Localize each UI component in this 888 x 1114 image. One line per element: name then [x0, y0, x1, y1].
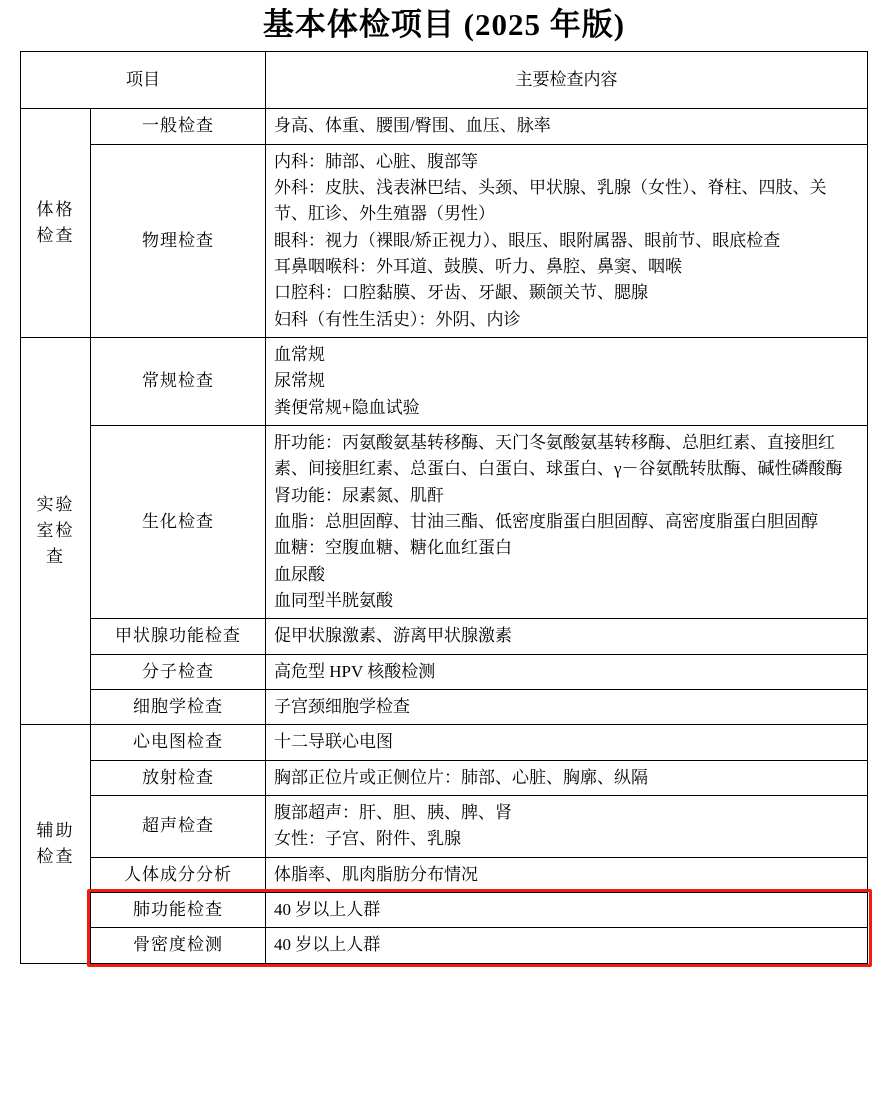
header-detail: 主要检查内容	[266, 52, 868, 109]
detail-line: 女性：子宫、附件、乳腺	[274, 829, 461, 849]
item-cytology-exam: 细胞学检查	[91, 690, 266, 725]
detail-molecular-exam	[266, 654, 868, 689]
detail-ultrasound-exam	[266, 796, 868, 858]
group-label-text: 体格检查	[36, 199, 75, 246]
detail-line: 40 岁以上人群	[274, 935, 381, 955]
table-row	[21, 425, 868, 618]
detail-line: 血糖：空腹血糖、糖化血红蛋白	[274, 538, 512, 558]
item-body-composition-analysis: 人体成分分析	[91, 857, 266, 892]
table-row	[21, 619, 868, 654]
detail-lung-function-exam	[266, 893, 868, 928]
detail-line: 血尿酸	[274, 564, 325, 584]
detail-line: 腹部超声：肝、胆、胰、脾、肾	[274, 803, 512, 823]
detail-line: 外科：皮肤、浅表淋巴结、头颈、甲状腺、乳腺（女性）、脊柱、四肢、关节、肛诊、外生殖器（男性）	[274, 177, 827, 224]
header-item: 项目	[21, 52, 266, 109]
item-radiology-exam: 放射检查	[91, 760, 266, 795]
detail-body-composition-analysis	[266, 857, 868, 892]
table-row	[21, 144, 868, 337]
page-title-suffix: (2025 年版)	[463, 7, 626, 42]
detail-ecg-exam	[266, 725, 868, 760]
table-row	[21, 654, 868, 689]
detail-biochemistry-exam	[266, 425, 868, 618]
detail-line: 妇科（有性生活史）：外阴、内诊	[274, 309, 521, 329]
item-lung-function-exam: 肺功能检查	[91, 893, 266, 928]
group-label-laboratory	[21, 337, 91, 724]
table-row	[21, 725, 868, 760]
detail-line: 血脂：总胆固醇、甘油三酯、低密度脂蛋白胆固醇、高密度脂蛋白胆固醇	[274, 512, 818, 531]
page-title-main: 基本体检项目	[262, 7, 455, 42]
table-row	[21, 109, 868, 144]
item-thyroid-function-exam: 甲状腺功能检查	[91, 619, 266, 654]
detail-line: 高危型 HPV 核酸检测	[274, 661, 436, 681]
detail-thyroid-function-exam	[266, 619, 868, 654]
detail-line: 内科：肺部、心脏、腹部等	[274, 151, 478, 171]
detail-line: 胸部正位片或正侧位片：肺部、心脏、胸廓、纵隔	[274, 767, 648, 787]
page-title	[0, 0, 888, 51]
detail-line: 血常规	[274, 344, 325, 364]
detail-line: 耳鼻咽喉科：外耳道、鼓膜、听力、鼻腔、鼻窦、咽喉	[274, 256, 682, 276]
item-general-exam: 一般检查	[91, 109, 266, 144]
table-row	[21, 760, 868, 795]
detail-line: 粪便常规+隐血试验	[274, 397, 420, 417]
detail-bone-density-exam	[266, 928, 868, 963]
detail-cytology-exam	[266, 690, 868, 725]
table-row	[21, 337, 868, 425]
detail-line: 口腔科：口腔黏膜、牙齿、牙龈、颞颌关节、腮腺	[274, 283, 648, 303]
detail-line: 肝功能：丙氨酸氨基转移酶、天门冬氨酸氨基转移酶、总胆红素、直接胆红素、间接胆红素、总蛋白、白蛋白、球蛋白、γ－谷氨酰转肽酶、碱性磷酸酶	[274, 432, 843, 479]
item-bone-density-exam: 骨密度检测	[91, 928, 266, 963]
table-row	[21, 857, 868, 892]
table-row-highlighted	[21, 893, 868, 928]
item-molecular-exam: 分子检查	[91, 654, 266, 689]
detail-line: 子宫颈细胞学检查	[274, 697, 410, 717]
detail-general-exam	[266, 109, 868, 144]
detail-line: 身高、体重、腰围/臀围、血压、脉率	[274, 116, 551, 136]
item-ultrasound-exam: 超声检查	[91, 796, 266, 858]
detail-line: 体脂率、肌肉脂肪分布情况	[274, 864, 478, 884]
detail-line: 眼科：视力（裸眼/矫正视力）、眼压、眼附属器、眼前节、眼底检查	[274, 230, 781, 250]
detail-line: 十二导联心电图	[274, 732, 393, 752]
group-label-auxiliary	[21, 725, 91, 963]
item-biochemistry-exam: 生化检查	[91, 425, 266, 618]
detail-line: 肾功能：尿素氮、肌酐	[274, 485, 444, 505]
table-row	[21, 690, 868, 725]
exam-table	[20, 51, 868, 964]
detail-physical-exam	[266, 144, 868, 337]
item-routine-exam: 常规检查	[91, 337, 266, 425]
group-label-physique	[21, 109, 91, 338]
detail-line: 血同型半胱氨酸	[274, 591, 393, 611]
group-label-text: 辅助检查	[36, 820, 75, 867]
detail-radiology-exam	[266, 760, 868, 795]
detail-line: 尿常规	[274, 371, 325, 391]
detail-line: 40 岁以上人群	[274, 900, 381, 920]
item-ecg-exam: 心电图检查	[91, 725, 266, 760]
group-label-text: 实验室检查	[36, 494, 75, 567]
table-row-highlighted	[21, 928, 868, 963]
detail-routine-exam	[266, 337, 868, 425]
table-header-row	[21, 52, 868, 109]
detail-line: 促甲状腺激素、游离甲状腺激素	[274, 626, 512, 646]
item-physical-exam: 物理检查	[91, 144, 266, 337]
table-row	[21, 796, 868, 858]
